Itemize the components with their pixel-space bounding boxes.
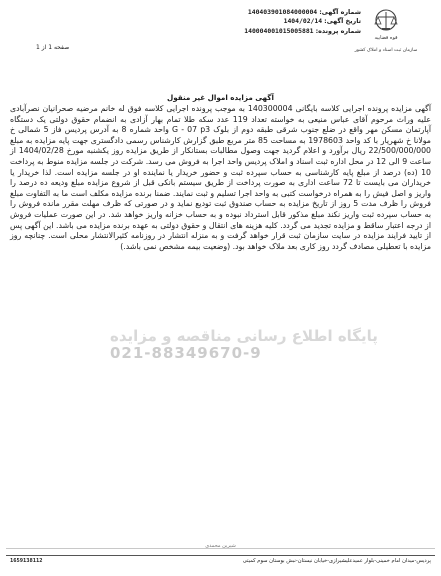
footer-rule [6, 555, 435, 556]
case-number: 140004001015005881 [244, 26, 314, 35]
notice-body [10, 104, 431, 252]
ad-date-row [244, 17, 361, 26]
footer-signer: شیرین محمدی [205, 543, 236, 549]
notice-body-paragraph: آگهی مزایده پرونده اجرایی کلاسه بایگانی 140300004 به موجب پرونده اجرایی کلاسه فوق له خانم مرضیه صحرانیان نصرآبادی علیه وراث مرحوم آقای عباس منیعی به خواسته تعداد 119 عدد سکه طلا تمام بهار آزادی به انضمام حقوق دولتی یک دستگاه آپارتمان مسکن مهر واقع در ضلع جنوب شرقی طبقه دوم از بلوک G - 07 p3 واحد شماره 8 به آدرس پردیس فاز 5 شمالی خ مولانا خ شهریار با کد واحد 1978603 به مساحت 85 متر مربع طبق گزارش کارشناس رسمی دادگستری جهت پایه مزایده به مبلغ 22/500/000/000 ریال برآورد و اعلام گردید جهت وصول مطالبات بستانکار از طریق مزایده روز یکشنبه مورخ 1404/02/28 از ساعت 9 الی 12 در محل اداره ثبت اسناد و املاک پردیس واحد اجرا به فروش می رسد. شرکت در جلسه مزایده منوط به پرداخت 10 (ده) درصد از مبلغ پایه کارشناسی به حساب سپرده ثبت و حضور خریدار یا نماینده او در جلسه مزایده است. لذا خریدار یا خریداران می بایست تا 72 ساعت اداری به صورت پرداخت از طریق سیستم بانکی قبل از شروع مزایده مبلغ ودیعه ده درصد را واریز و اصل فیش را به همراه درخواست کتبی به واحد اجرا تسلیم و ثبت نمایند. ضمنا برنده مزایده مکلف است ما به التفاوت مبلغ فروش را ظرف مدت 5 روز از تاریخ مزایده به حساب صندوق ثبت تودیع نماید و در صورتی که ظرف مهلت مقرر مانده فروش را به حساب سپرده ثبت واریز نکند مبلغ مذکور قابل استرداد نبوده و به حساب خزانه واریز خواهد شد. در این صورت عملیات فروش از درجه اعتبار ساقط و مزایده تجدید می گردد. کلیه هزینه های انتقال و حقوق دولتی به عهده برنده مزایده می باشد. این آگهی پس از تایید فرایند مزایده در سایت سازمان ثبت قرار خواهد گرفت و به منزله انتشار در روزنامه کثیرالانتشار محلی است. چنانچه روز مزایده با تعطیلی مصادف گردد روز کاری بعد ملاک خواهد بود. (وضعیت بیمه مشخص نمی باشد.) [10, 104, 432, 251]
page-number: صفحه 1 از 1 [36, 44, 70, 51]
emblem-caption: سازمان ثبت اسناد و املاک کشور [354, 48, 418, 53]
ad-date-label: تاریخ آگهی: [324, 17, 361, 26]
watermark-phone: 021-88349670-9 [110, 344, 262, 362]
ad-number-row [244, 8, 361, 17]
case-number-row [244, 27, 361, 36]
ad-number: 140403901084000004 [247, 8, 318, 16]
case-number-label: شماره پرونده: [315, 26, 361, 35]
emblem-motto: قوه قضاییه [374, 35, 398, 41]
ad-date: 1404/02/14 [283, 17, 323, 26]
footer-phone: 1659138112 [10, 558, 43, 564]
registration-organization-emblem-icon [351, 6, 421, 62]
notice-title: آگهی مزایده اموال غیر منقول [167, 93, 274, 102]
ad-meta-block [244, 8, 361, 36]
watermark-site-name: پایگاه اطلاع رسانی مناقصه و مزایده [110, 327, 378, 345]
footer-address: پردیس-میدان امام خمینی-بلوار عمیدعلیشیرازی-خیابان نیستان-نبش بوستان سوم کمیتی [242, 558, 431, 564]
ad-number-label: شماره آگهی: [319, 8, 361, 16]
footer-light-rule [6, 548, 435, 549]
